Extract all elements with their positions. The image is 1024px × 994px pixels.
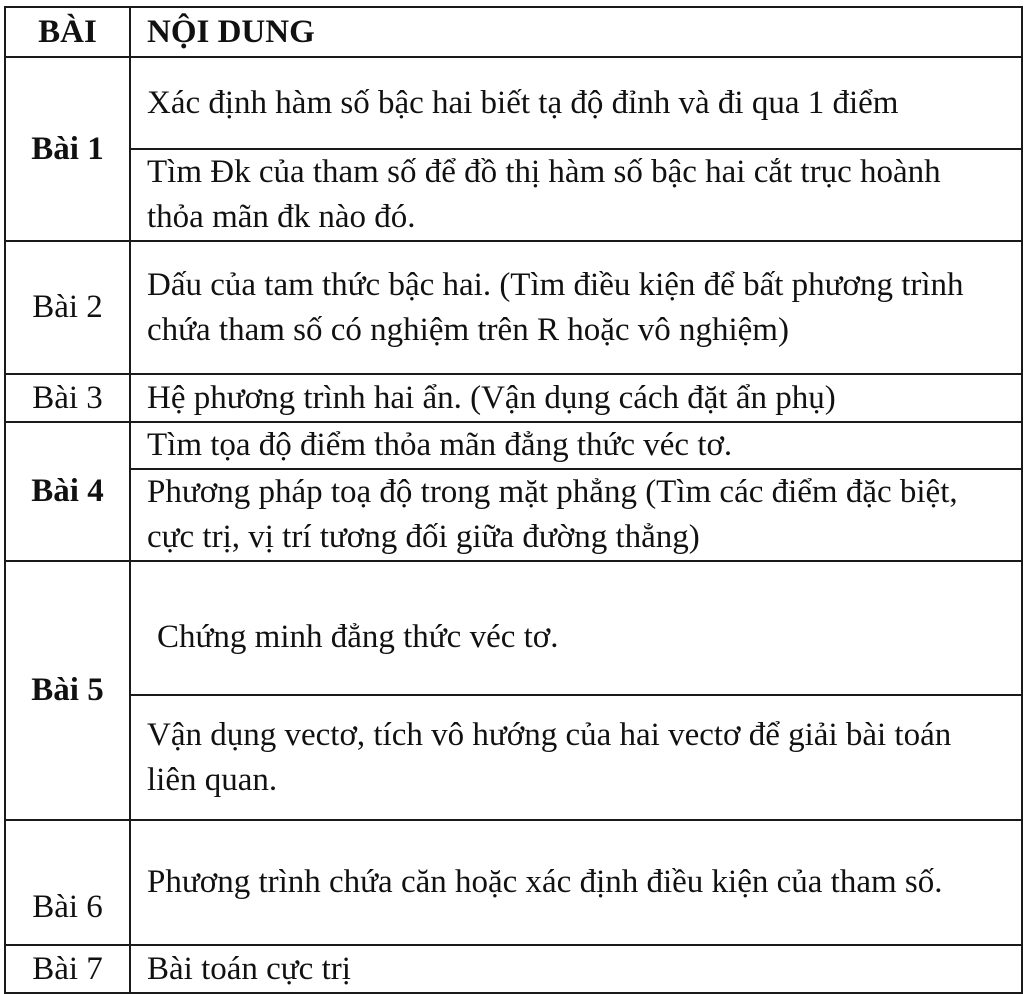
syllabus-table [4, 6, 1023, 994]
table-row [5, 422, 1022, 469]
lesson-cell-5: Bài 5 [5, 561, 130, 820]
lesson-cell-1: Bài 1 [5, 57, 130, 241]
table-header-row [5, 7, 1022, 57]
content-cell-1a: Xác định hàm số bậc hai biết tạ độ đỉnh và đi qua 1 điểm [130, 57, 1022, 149]
content-cell-4b: Phương pháp toạ độ trong mặt phẳng (Tìm các điểm đặc biệt, cực trị, vị trí tương đối giữa đường thẳng) [130, 469, 1022, 561]
table-row [5, 561, 1022, 695]
table-row [5, 695, 1022, 820]
content-cell-5b: Vận dụng vectơ, tích vô hướng của hai vectơ để giải bài toán liên quan. [130, 695, 1022, 820]
content-cell-1b: Tìm Đk của tham số để đồ thị hàm số bậc hai cắt trục hoành thỏa mãn đk nào đó. [130, 149, 1022, 241]
table-row [5, 374, 1022, 422]
lesson-cell-4: Bài 4 [5, 422, 130, 561]
lesson-cell-7: Bài 7 [5, 945, 130, 993]
table-row [5, 945, 1022, 993]
lesson-cell-2: Bài 2 [5, 241, 130, 374]
table-row [5, 57, 1022, 149]
table-row [5, 241, 1022, 374]
lesson-cell-3: Bài 3 [5, 374, 130, 422]
content-cell-7: Bài toán cực trị [130, 945, 1022, 993]
table-row [5, 149, 1022, 241]
content-cell-6: Phương trình chứa căn hoặc xác định điều kiện của tham số. [130, 820, 1022, 945]
content-cell-2: Dấu của tam thức bậc hai. (Tìm điều kiện để bất phương trình chứa tham số có nghiệm trên R hoặc vô nghiệm) [130, 241, 1022, 374]
content-cell-5a: Chứng minh đẳng thức véc tơ. [130, 561, 1022, 695]
content-cell-3: Hệ phương trình hai ẩn. (Vận dụng cách đặt ẩn phụ) [130, 374, 1022, 422]
lesson-cell-6: Bài 6 [5, 820, 130, 945]
table-row [5, 469, 1022, 561]
header-content: NỘI DUNG [130, 7, 1022, 57]
header-lesson: BÀI [5, 7, 130, 57]
content-cell-4a: Tìm tọa độ điểm thỏa mãn đẳng thức véc tơ. [130, 422, 1022, 469]
table-row [5, 820, 1022, 945]
